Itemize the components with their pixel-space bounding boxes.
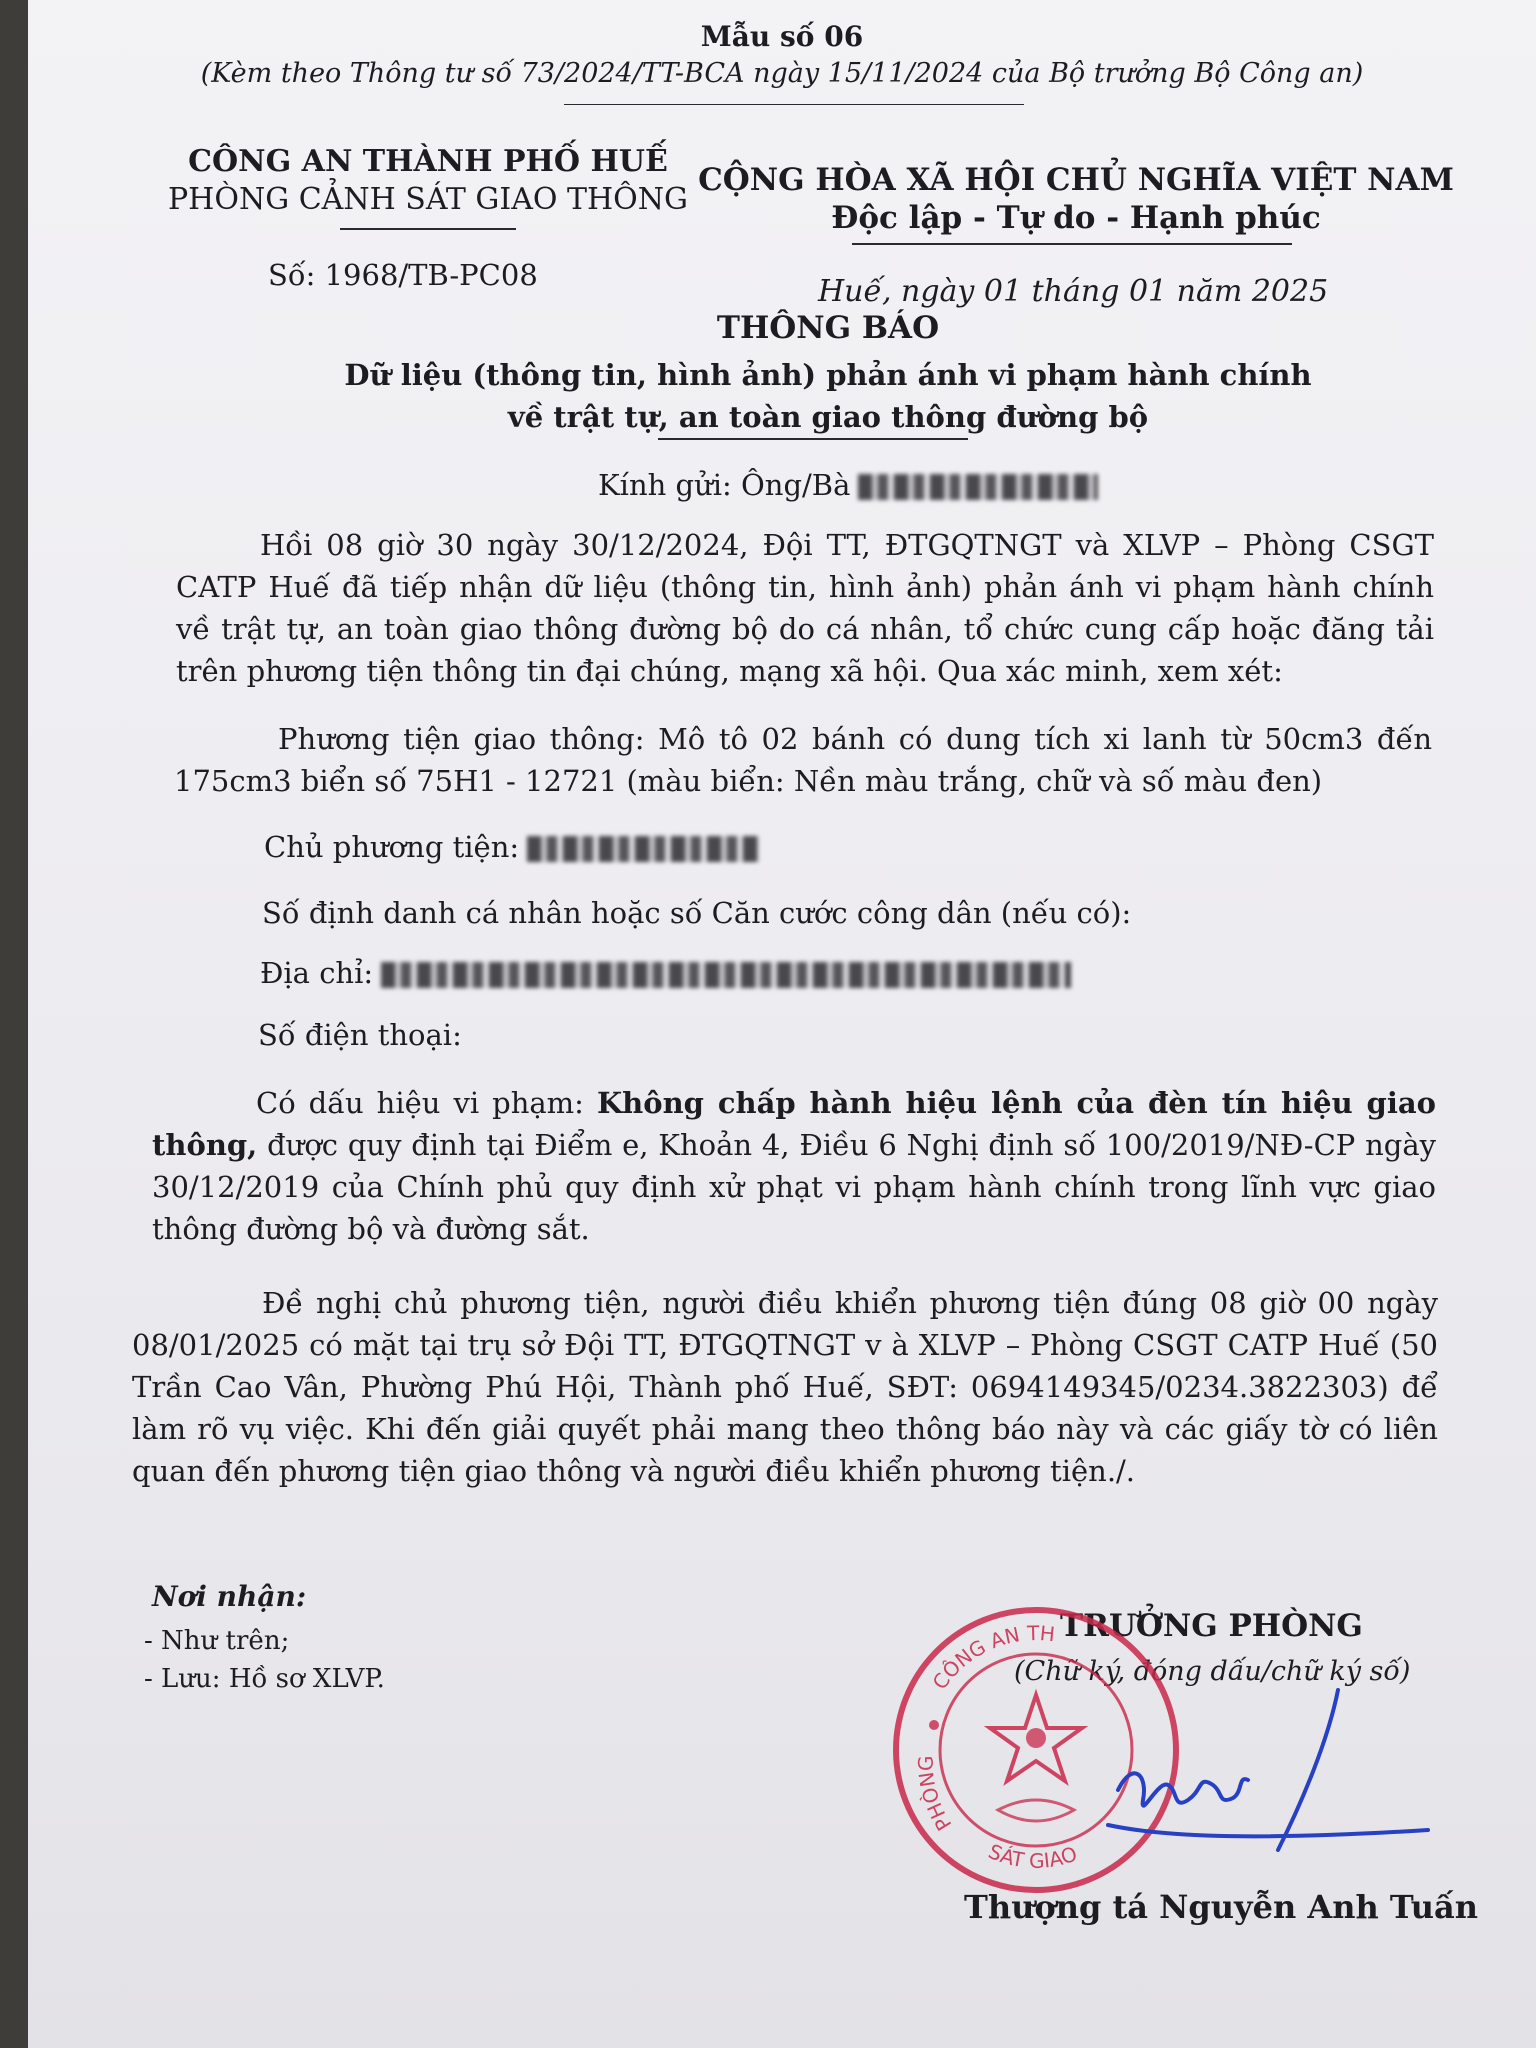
violation-prefix: Có dấu hiệu vi phạm: bbox=[256, 1086, 597, 1120]
recipients-item-2: - Lưu: Hồ sơ XLVP. bbox=[144, 1664, 385, 1694]
owner-line bbox=[264, 830, 759, 865]
form-basis: (Kèm theo Thông tư số 73/2024/TT-BCA ngày 15/11/2024 của Bộ trưởng Bộ Công an) bbox=[200, 58, 1364, 89]
redacted-owner-name bbox=[527, 836, 759, 862]
vehicle-paragraph bbox=[174, 718, 1432, 802]
request-paragraph bbox=[132, 1282, 1438, 1492]
redacted-address bbox=[381, 962, 1071, 988]
document-number: Số: 1968/TB-PC08 bbox=[268, 258, 538, 292]
owner-label: Chủ phương tiện: bbox=[264, 830, 520, 864]
address-line bbox=[260, 956, 1071, 991]
vehicle-text: Phương tiện giao thông: Mô tô 02 bánh có dung tích xi lanh từ 50cm3 đến 175cm3 biển số 75H1 - 12721 (màu biển: Nền màu trắng, chữ và số màu đen) bbox=[174, 722, 1432, 798]
id-line: Số định danh cá nhân hoặc số Căn cước công dân (nếu có): bbox=[262, 896, 1132, 930]
seal-text-top: CÔNG AN TH bbox=[927, 1620, 1057, 1694]
request-text: Đề nghị chủ phương tiện, người điều khiển phương tiện đúng 08 giờ 00 ngày 08/01/2025 có mặt tại trụ sở Đội TT, ĐTGQTNGT v à XLVP – Phòng CSGT CATP Huế (50 Trần Cao Vân, Phường Phú Hội, Thành phố Huế, SĐT: 0694149345/0234.3822303) để làm rõ vụ việc. Khi đến giải quyết phải mang theo thông báo này và các giấy tờ có liên quan đến phương tiện giao thông và người điều khiển phương tiện./. bbox=[132, 1286, 1438, 1488]
redacted-recipient-name bbox=[858, 474, 1098, 500]
signature-note: (Chữ ký, đóng dấu/chữ ký số) bbox=[1014, 1656, 1411, 1687]
handwritten-signature bbox=[1088, 1680, 1508, 1880]
address-label: Địa chỉ: bbox=[260, 956, 374, 990]
notice-title: THÔNG BÁO bbox=[716, 310, 940, 346]
subtitle-underline bbox=[658, 438, 968, 440]
agency-underline bbox=[340, 228, 516, 230]
seal-text-bottom: SÁT GIAO bbox=[984, 1838, 1081, 1873]
seal-text-left: PHÒNG bbox=[913, 1755, 957, 1835]
violation-legal-basis: được quy định tại Điểm e, Khoản 4, Điều 6 Nghị định số 100/2019/NĐ-CP ngày 30/12/2019 của Chính phủ quy định xử phạt vi phạm hành chính trong lĩnh vực giao thông đường bộ và đường sắt. bbox=[152, 1128, 1436, 1246]
place-date: Huế, ngày 01 tháng 01 năm 2025 bbox=[818, 274, 1329, 309]
notice-subtitle-1: Dữ liệu (thông tin, hình ảnh) phản ánh vi phạm hành chính bbox=[344, 358, 1312, 392]
document-page bbox=[28, 0, 1536, 2048]
nation-motto: Độc lập - Tự do - Hạnh phúc bbox=[831, 200, 1321, 236]
agency-unit: PHÒNG CẢNH SÁT GIAO THÔNG bbox=[168, 182, 688, 217]
signer-title: TRƯỞNG PHÒNG bbox=[1060, 1608, 1363, 1644]
violation-paragraph bbox=[152, 1082, 1436, 1250]
intro-paragraph bbox=[176, 524, 1434, 692]
seal-emblem-icon bbox=[998, 1800, 1074, 1821]
form-number: Mẫu số 06 bbox=[700, 20, 864, 53]
intro-text: Hồi 08 giờ 30 ngày 30/12/2024, Đội TT, ĐTGQTNGT và XLVP – Phòng CSGT CATP Huế đã tiếp nhận dữ liệu (thông tin, hình ảnh) phản ánh vi phạm hành chính về trật tự, an toàn giao thông đường bộ do cá nhân, tổ chức cung cấp hoặc đăng tải trên phương tiện thông tin đại chúng, mạng xã hội. Qua xác minh, xem xét: bbox=[176, 528, 1434, 688]
recipient-line bbox=[598, 468, 1098, 503]
recipients-heading: Nơi nhận: bbox=[152, 1580, 307, 1613]
violation-description: Không chấp hành hiệu lệnh của đèn tín hiệu giao thông, bbox=[152, 1086, 1436, 1162]
recipient-label: Kính gửi: Ông/Bà bbox=[598, 468, 851, 502]
phone-line: Số điện thoại: bbox=[258, 1018, 462, 1052]
signer-name: Thượng tá Nguyễn Anh Tuấn bbox=[964, 1888, 1479, 1926]
nation-name: CỘNG HÒA XÃ HỘI CHỦ NGHĨA VIỆT NAM bbox=[698, 162, 1454, 198]
recipients-item-1: - Như trên; bbox=[144, 1626, 290, 1656]
motto-underline bbox=[852, 243, 1292, 245]
agency-parent: CÔNG AN THÀNH PHỐ HUẾ bbox=[188, 144, 668, 179]
notice-subtitle-2: về trật tự, an toàn giao thông đường bộ bbox=[507, 400, 1149, 434]
form-basis-underline bbox=[564, 104, 1024, 105]
